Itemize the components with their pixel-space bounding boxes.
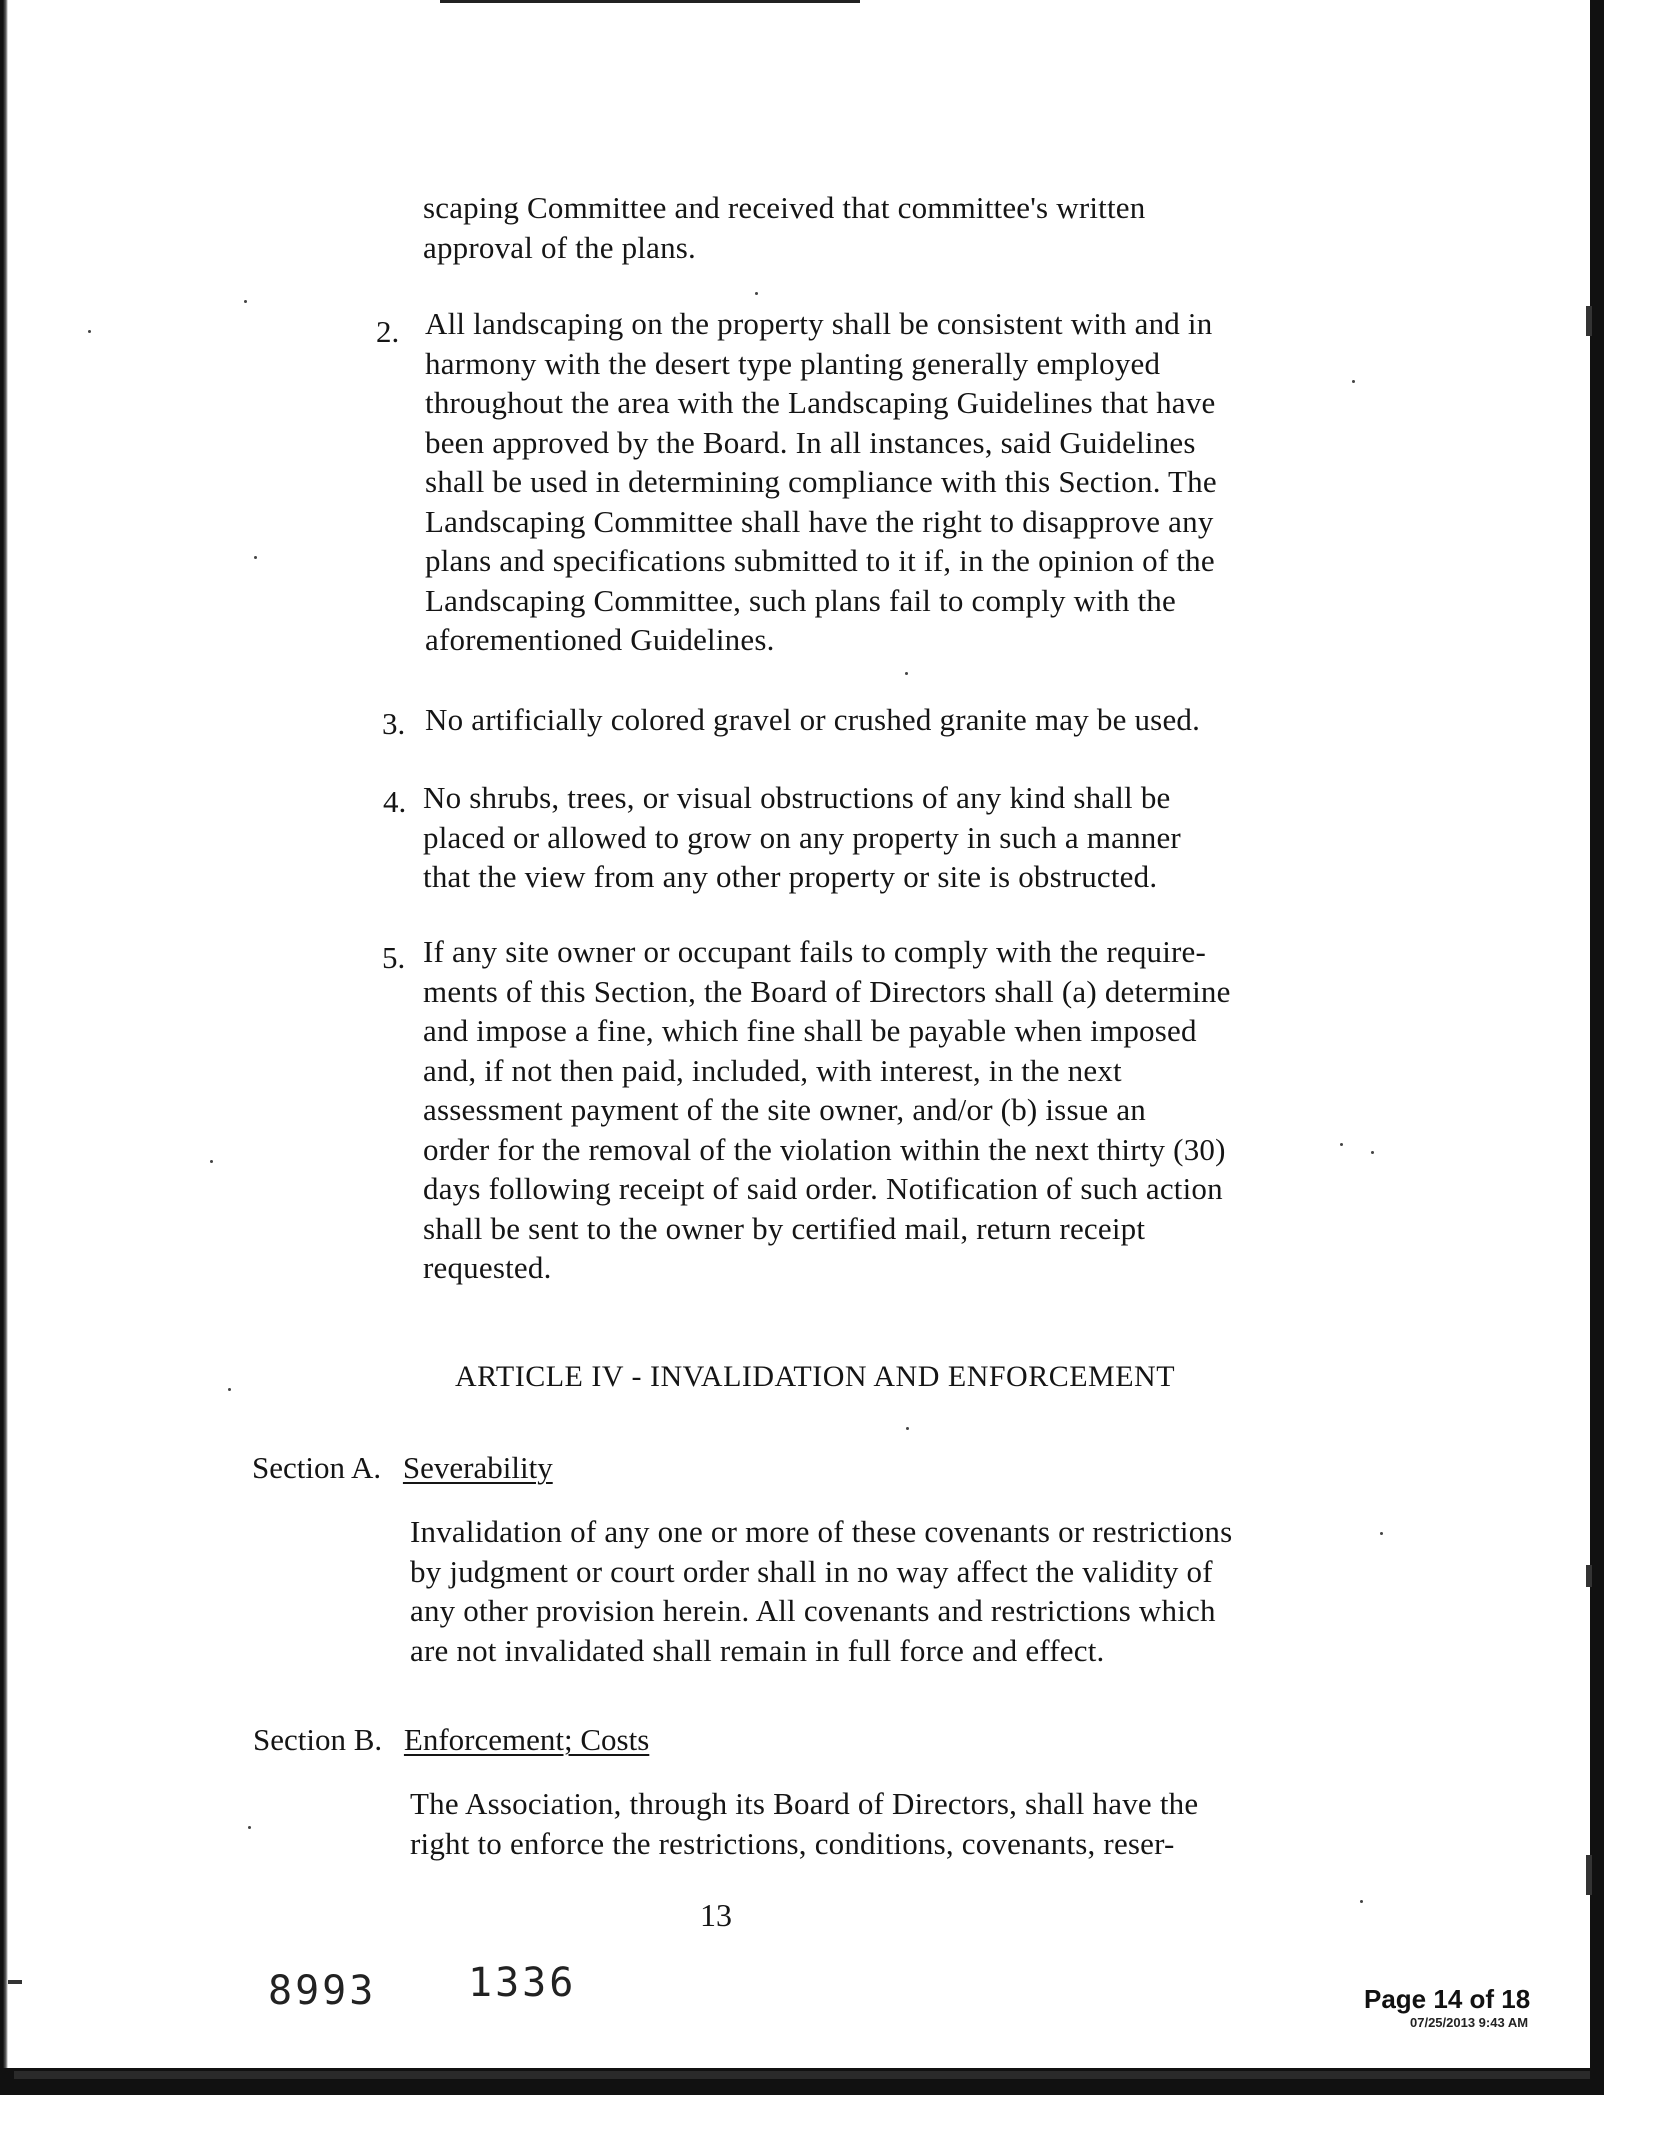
item-line: shall be used in determining compliance with this Section. The (425, 464, 1217, 499)
recording-book-number: 8993 (268, 1968, 377, 2014)
scan-speck (1340, 1143, 1343, 1146)
item-line: assessment payment of the site owner, and/or (b) issue an (423, 1092, 1146, 1127)
intro-line: scaping Committee and received that committee's written (423, 190, 1146, 225)
section-line: by judgment or court order shall in no way affect the validity of (410, 1553, 1213, 1589)
scan-speck (906, 1427, 909, 1430)
item-line: throughout the area with the Landscaping Guidelines that have (425, 385, 1216, 420)
item-line: aforementioned Guidelines. (425, 622, 775, 657)
scan-speck (1352, 380, 1355, 383)
scan-speck (248, 1826, 251, 1829)
item-number: 4. (383, 784, 407, 819)
scan-border-left (0, 0, 8, 2095)
section-title: Severability (402, 1450, 553, 1485)
scan-speck (905, 672, 908, 675)
scan-top-line (440, 0, 860, 3)
scan-speck (244, 300, 247, 303)
scan-speck (755, 292, 758, 295)
item-line: requested. (423, 1250, 552, 1285)
item-number: 5. (382, 940, 406, 975)
footer-page-count: Page 14 of 18 (1364, 1984, 1531, 2014)
scan-border-right (1590, 0, 1604, 2095)
footer-timestamp: 07/25/2013 9:43 AM (1410, 2015, 1529, 2030)
page-number: 13 (700, 1897, 732, 1933)
item-paragraph (423, 932, 1231, 1288)
section-b-heading (253, 1722, 649, 1758)
scan-edge-mark (1586, 306, 1592, 336)
item-line: harmony with the desert type planting generally employed (425, 345, 1161, 381)
scan-edge-mark (1586, 1565, 1592, 1587)
item-line: placed or allowed to grow on any property in such a manner (423, 819, 1181, 855)
item-line: been approved by the Board. In all instances, said Guidelines (425, 424, 1196, 460)
scan-speck (1380, 1532, 1383, 1535)
item-line: that the view from any other property or site is obstructed. (423, 859, 1158, 894)
scan-speck (228, 1388, 231, 1391)
item-line: days following receipt of said order. Notification of such action (423, 1171, 1223, 1206)
section-a-heading (252, 1450, 553, 1486)
section-title: Enforcement; Costs (403, 1722, 650, 1757)
recording-page-number: 1336 (468, 1960, 577, 2006)
scan-edge-mark (1586, 1855, 1592, 1895)
section-line: Invalidation of any one or more of these covenants or restrictions (410, 1514, 1233, 1549)
section-line: any other provision herein. All covenants and restrictions which (410, 1593, 1216, 1628)
scan-speck (210, 1160, 213, 1163)
scan-border-bottom-inner (14, 2071, 1590, 2079)
section-b-paragraph (410, 1784, 1198, 1863)
item-number: 2. (376, 314, 400, 349)
scan-speck (1371, 1151, 1374, 1154)
item-line: ments of this Section, the Board of Directors shall (a) determine (423, 973, 1231, 1009)
item-line: All landscaping on the property shall be consistent with and in (425, 306, 1213, 341)
item-line: No artificially colored gravel or crushed granite may be used. (425, 702, 1201, 737)
section-a-paragraph (410, 1512, 1232, 1670)
item-paragraph (425, 700, 1200, 740)
item-line: plans and specifications submitted to it if, in the opinion of the (425, 543, 1215, 578)
scan-speck (254, 556, 257, 559)
item-line: shall be sent to the owner by certified mail, return receipt (423, 1210, 1146, 1246)
section-label: Section A. (252, 1450, 382, 1485)
item-line: and, if not then paid, included, with interest, in the next (423, 1052, 1122, 1088)
item-line: Landscaping Committee shall have the right to disapprove any (425, 503, 1214, 539)
section-line: The Association, through its Board of Directors, shall have the (410, 1786, 1199, 1821)
scan-edge-mark (8, 1980, 22, 1984)
intro-paragraph (423, 188, 1145, 267)
item-paragraph (423, 778, 1181, 897)
section-line: right to enforce the restrictions, conditions, covenants, reser- (410, 1825, 1175, 1861)
item-line: order for the removal of the violation within the next thirty (30) (423, 1131, 1226, 1167)
scan-speck (1360, 1900, 1363, 1903)
item-line: and impose a fine, which fine shall be payable when imposed (423, 1013, 1197, 1048)
section-label: Section B. (253, 1722, 383, 1757)
article-heading: ARTICLE IV - INVALIDATION AND ENFORCEMENT (455, 1360, 1176, 1393)
item-line: If any site owner or occupant fails to comply with the require- (423, 934, 1207, 969)
item-number: 3. (382, 706, 406, 741)
item-line: No shrubs, trees, or visual obstructions of any kind shall be (423, 780, 1171, 815)
intro-line: approval of the plans. (423, 229, 696, 265)
item-line: Landscaping Committee, such plans fail to comply with the (425, 582, 1176, 618)
scan-speck (88, 330, 91, 333)
item-paragraph (425, 304, 1217, 660)
section-line: are not invalidated shall remain in full force and effect. (410, 1632, 1105, 1668)
